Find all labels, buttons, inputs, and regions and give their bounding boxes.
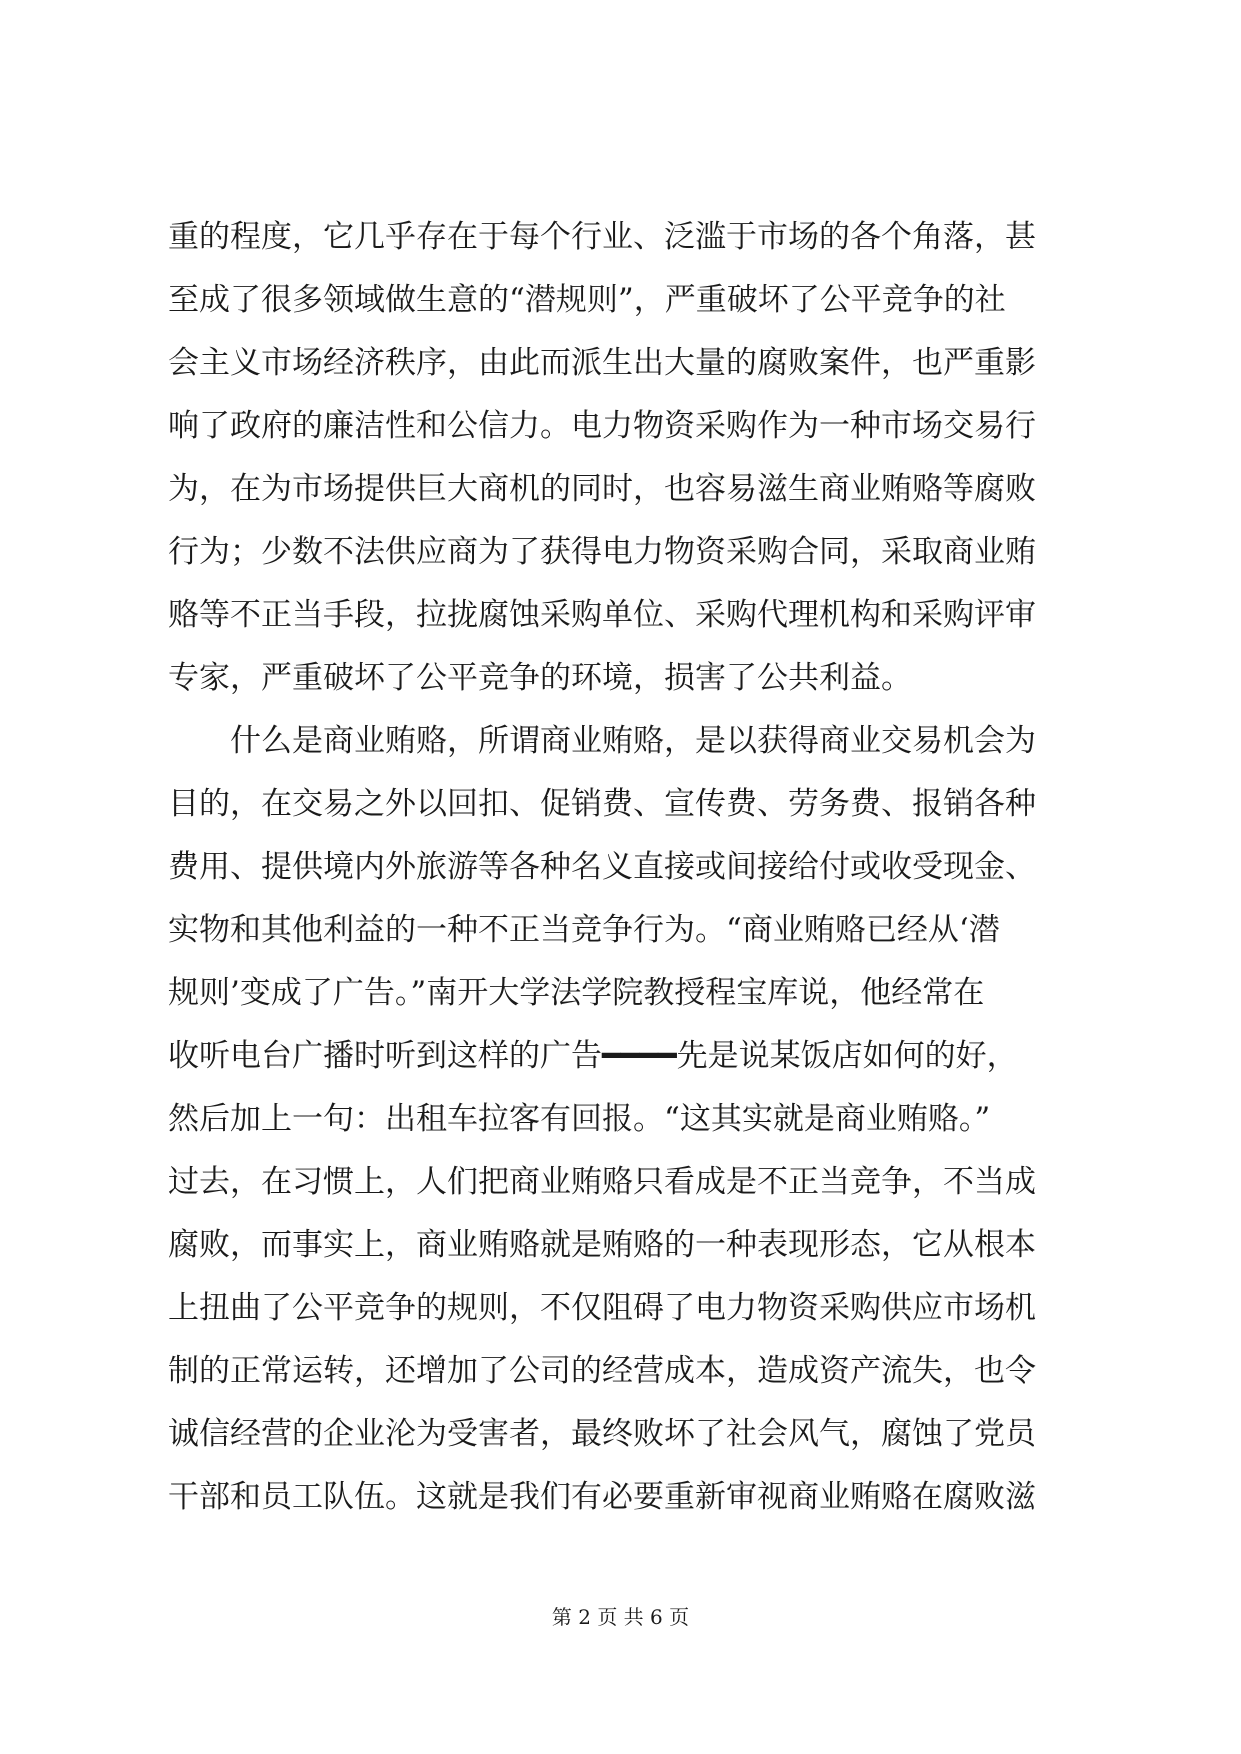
body-text-line: 实物和其他利益的一种不正当竞争行为。“商业贿赂已经从‘潜 <box>168 912 1000 948</box>
body-text-line: 干部和员工队伍。这就是我们有必要重新审视商业贿赂在腐败滋 <box>168 1479 1036 1515</box>
body-text-line: 响了政府的廉洁性和公信力。电力物资采购作为一种市场交易行 <box>168 408 1036 444</box>
body-text-line: 至成了很多领域做生意的“潜规则”，严重破坏了公平竞争的社 <box>168 282 1006 318</box>
body-text-line: 行为；少数不法供应商为了获得电力物资采购合同，采取商业贿 <box>168 534 1036 570</box>
body-text-line: 会主义市场经济秩序，由此而派生出大量的腐败案件，也严重影 <box>168 345 1036 381</box>
body-text-line: 专家，严重破坏了公平竞争的环境，损害了公共利益。 <box>168 660 912 696</box>
body-text-line: 诚信经营的企业沦为受害者，最终败坏了社会风气，腐蚀了党员 <box>168 1416 1036 1452</box>
body-text-line: 腐败，而事实上，商业贿赂就是贿赂的一种表现形态，它从根本 <box>168 1227 1036 1263</box>
body-text-line: 收听电台广播时听到这样的广告━━━━先是说某饭店如何的好， <box>168 1038 1018 1074</box>
body-text-line: 什么是商业贿赂，所谓商业贿赂，是以获得商业交易机会为 <box>168 723 1036 759</box>
body-text-line: 然后加上一句：出租车拉客有回报。“这其实就是商业贿赂。” <box>168 1101 991 1137</box>
body-text-line: 目的，在交易之外以回扣、促销费、宣传费、劳务费、报销各种 <box>168 786 1036 822</box>
body-text-line: 为，在为市场提供巨大商机的同时，也容易滋生商业贿赂等腐败 <box>168 471 1036 507</box>
body-text-line: 重的程度，它几乎存在于每个行业、泛滥于市场的各个角落，甚 <box>168 219 1036 255</box>
body-text-line: 上扭曲了公平竞争的规则，不仅阻碍了电力物资采购供应市场机 <box>168 1290 1036 1326</box>
page-number-footer: 第 2 页 共 6 页 <box>551 1605 690 1629</box>
body-text-line: 制的正常运转，还增加了公司的经营成本，造成资产流失，也令 <box>168 1353 1036 1389</box>
body-text-line: 赂等不正当手段，拉拢腐蚀采购单位、采购代理机构和采购评审 <box>168 597 1036 633</box>
body-text-line: 规则’变成了广告。”南开大学法学院教授程宝库说，他经常在 <box>168 975 985 1011</box>
body-text-line: 过去，在习惯上，人们把商业贿赂只看成是不正当竞争，不当成 <box>168 1164 1036 1200</box>
body-text-line: 费用、提供境内外旅游等各种名义直接或间接给付或收受现金、 <box>168 849 1036 885</box>
